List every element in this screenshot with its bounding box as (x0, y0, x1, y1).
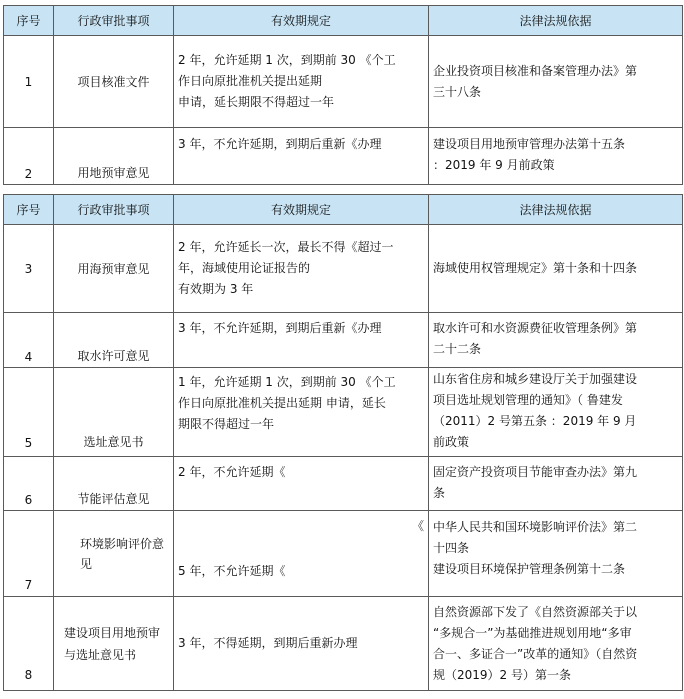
row-item-text: 建设项目用地预审与选址意见书 (64, 625, 161, 662)
row-item: 选址意见书 (54, 368, 174, 457)
header-no: 序号 (4, 6, 54, 36)
row-item (54, 597, 174, 691)
table-row (4, 128, 683, 185)
table-row (4, 36, 683, 128)
row-basis (429, 128, 683, 185)
validity-line: 2 年，允许延长一次，最长不得《超过一 (178, 240, 394, 254)
header-validity: 有效期规定 (174, 6, 429, 36)
header-item: 行政审批事项 (54, 195, 174, 225)
basis-line: 固定资产投资项目节能审查办法》第九 (433, 465, 638, 479)
row-validity (174, 457, 429, 511)
validity-line: 年，海域使用论证报告的 (178, 261, 311, 275)
row-basis (429, 225, 683, 313)
row-no: 6 (4, 457, 54, 511)
basis-line: 企业投资项目核准和备案管理办法》第 (433, 63, 638, 78)
table-row (4, 313, 683, 368)
basis-line: 取水许可和水资源费征收管理条例》第 (433, 321, 638, 335)
basis-line: 规（2019）2 号）第一条 (433, 667, 571, 682)
row-no: 2 (4, 128, 54, 185)
row-validity (174, 368, 429, 457)
validity-line: 2 年，不允许延期《 (178, 465, 286, 479)
row-item: 节能评估意见 (54, 457, 174, 511)
table-row (4, 225, 683, 313)
validity-line: 3 年，不允许延期，到期后重新《办理 (178, 321, 382, 335)
basis-line: 十四条 (433, 541, 470, 555)
row-item: 项目核准文件 (54, 36, 174, 128)
table-header-row (4, 6, 683, 36)
row-no: 4 (4, 313, 54, 368)
row-no: 7 (4, 511, 54, 597)
header-no: 序号 (4, 195, 54, 225)
basis-line: 前政策 (433, 435, 470, 449)
validity-line: 作日向原批准机关提出延期 申请，延长 (178, 396, 386, 410)
row-validity (174, 313, 429, 368)
row-validity (174, 511, 429, 597)
row-no: 3 (4, 225, 54, 313)
validity-line: 1 年，允许延期 1 次，到期前 30 《个工 (178, 375, 396, 389)
row-no: 5 (4, 368, 54, 457)
basis-line: （2011）2 号第五条 ：2019 年 9 月 (433, 414, 637, 428)
row-basis (429, 313, 683, 368)
basis-line: 项目选址规划管理的通知》（ 鲁建发 (433, 393, 623, 407)
validity-line: 期限不得超过一年 (178, 417, 275, 431)
approval-table-2 (3, 194, 683, 691)
basis-line: 中华人民共和国环境影响评价法》第二 (433, 520, 638, 534)
row-item (54, 511, 174, 597)
basis-line: “多规合一”为基础推进规划用地“多审 (433, 625, 632, 640)
basis-line: 建设项目环境保护管理条例第十二条 (433, 562, 626, 576)
row-basis (429, 457, 683, 511)
row-item-text: 环境影响评价意见 (80, 536, 165, 571)
row-no: 1 (4, 36, 54, 128)
table-row (4, 511, 683, 597)
table-row (4, 368, 683, 457)
basis-line: 条 (433, 486, 446, 500)
row-item: 用海预审意见 (54, 225, 174, 313)
row-validity (174, 225, 429, 313)
table-row (4, 457, 683, 511)
validity-mark: 《 (411, 519, 424, 533)
validity-line: 作日向原批准机关提出延期 (178, 74, 323, 88)
basis-line: 合一、多证合一”改革的通知》（自然资 (433, 646, 638, 661)
table-header-row (4, 195, 683, 225)
validity-line: 申请，延长期限不得超过一年 (178, 95, 335, 109)
row-no: 8 (4, 597, 54, 691)
row-basis (429, 511, 683, 597)
approval-table-1 (3, 5, 683, 185)
validity-line: 有效期为 3 年 (178, 282, 254, 296)
header-item: 行政审批事项 (54, 6, 174, 36)
header-validity: 有效期规定 (174, 195, 429, 225)
validity-line: 3 年，不允许延期，到期后重新《办理 (178, 137, 382, 151)
basis-line: 建设项目用地预审管理办法第十五条 (433, 137, 626, 151)
row-validity (174, 36, 429, 128)
basis-line: 二十二条 (433, 342, 482, 356)
basis-line: ：2019 年 9 月前政策 (433, 158, 555, 172)
table-row (4, 597, 683, 691)
row-basis (429, 368, 683, 457)
basis-line: 海域使用权管理规定》第十条和十四条 (433, 261, 638, 275)
row-validity (174, 128, 429, 185)
header-basis: 法律法规依据 (429, 6, 683, 36)
validity-line: 3 年，不得延期，到期后重新办理 (178, 636, 358, 650)
basis-line: 自然资源部下发了《自然资源部关于以 (433, 604, 638, 619)
row-item: 用地预审意见 (54, 128, 174, 185)
basis-line: 山东省住房和城乡建设厅关于加强建设 (433, 372, 638, 386)
validity-line: 2 年，允许延期 1 次，到期前 30 《个工 (178, 53, 396, 67)
validity-line: 5 年，不允许延期《 (178, 564, 286, 578)
basis-line: 三十八条 (433, 84, 482, 99)
row-basis (429, 36, 683, 128)
row-basis (429, 597, 683, 691)
header-basis: 法律法规依据 (429, 195, 683, 225)
row-item: 取水许可意见 (54, 313, 174, 368)
row-validity (174, 597, 429, 691)
